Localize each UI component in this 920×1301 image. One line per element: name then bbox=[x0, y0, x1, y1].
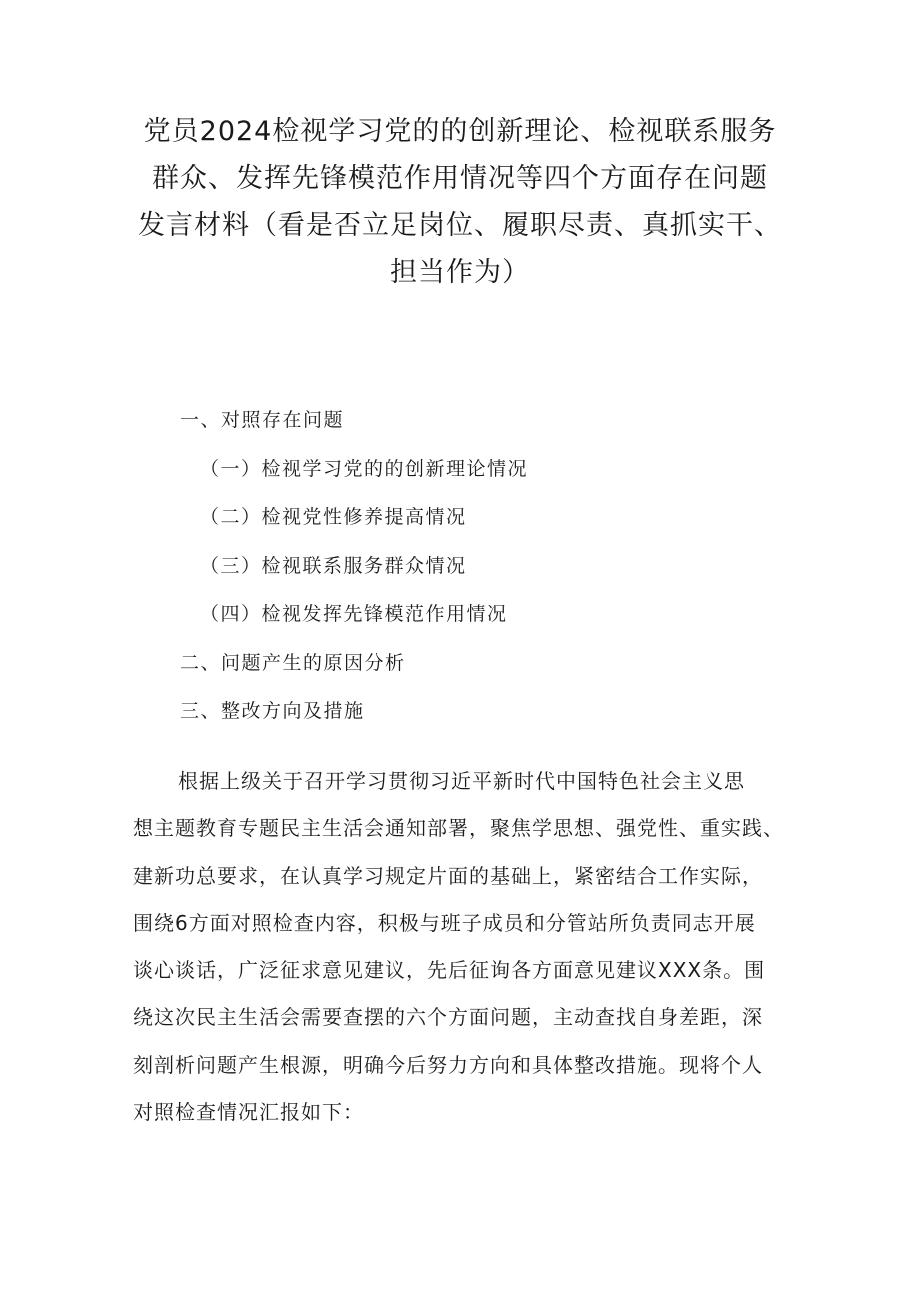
title-line: 发言材料（看是否立足岗位、履职尽责、真抓实干、 bbox=[138, 210, 782, 241]
paragraph-line: 根据上级关于召开学习贯彻习近平新时代中国特色社会主义思 bbox=[178, 769, 745, 793]
paragraph-line: 绕这次民主生活会需要查摆的六个方面问题，主动查找自身差距，深 bbox=[133, 1005, 763, 1030]
outline-heading: 三、整改方向及措施 bbox=[180, 700, 365, 722]
outline-list bbox=[180, 396, 528, 736]
outline-subitem: （二）检视党性修养提高情况 bbox=[200, 506, 467, 528]
paragraph-line: 谈心谈话，广泛征求意见建议，先后征询各方面意见建议XXX条。围 bbox=[133, 958, 766, 983]
title-line: 担当作为） bbox=[390, 257, 530, 288]
paragraph-line: 对照检查情况汇报如下： bbox=[133, 1100, 364, 1125]
title-line: 群众、发挥先锋模范作用情况等四个方面存在问题 bbox=[152, 163, 768, 194]
paragraph-line: 建新功总要求，在认真学习规定片面的基础上，紧密结合工作实际， bbox=[133, 863, 763, 888]
outline-heading: 二、问题产生的原因分析 bbox=[180, 651, 406, 674]
outline-subitem: （四）检视发挥先锋模范作用情况 bbox=[200, 603, 508, 625]
paragraph-line: 围绕6方面对照检查内容，积极与班子成员和分管站所负责同志开展 bbox=[133, 910, 756, 935]
intro-paragraph bbox=[133, 758, 793, 1136]
document-title bbox=[120, 108, 800, 296]
outline-subitem: （三）检视联系服务群众情况 bbox=[200, 554, 467, 577]
outline-heading: 一、对照存在问题 bbox=[180, 409, 345, 431]
outline-subitem: （一）检视学习党的的创新理论情况 bbox=[200, 457, 529, 480]
paragraph-line: 想主题教育专题民主生活会通知部署，聚焦学思想、强党性、重实践、 bbox=[133, 816, 784, 841]
paragraph-line: 刻剖析问题产生根源，明确今后努力方向和具体整改措施。现将个人 bbox=[133, 1052, 763, 1077]
title-line: 党员2024检视学习党的的创新理论、检视联系服务 bbox=[143, 116, 777, 147]
